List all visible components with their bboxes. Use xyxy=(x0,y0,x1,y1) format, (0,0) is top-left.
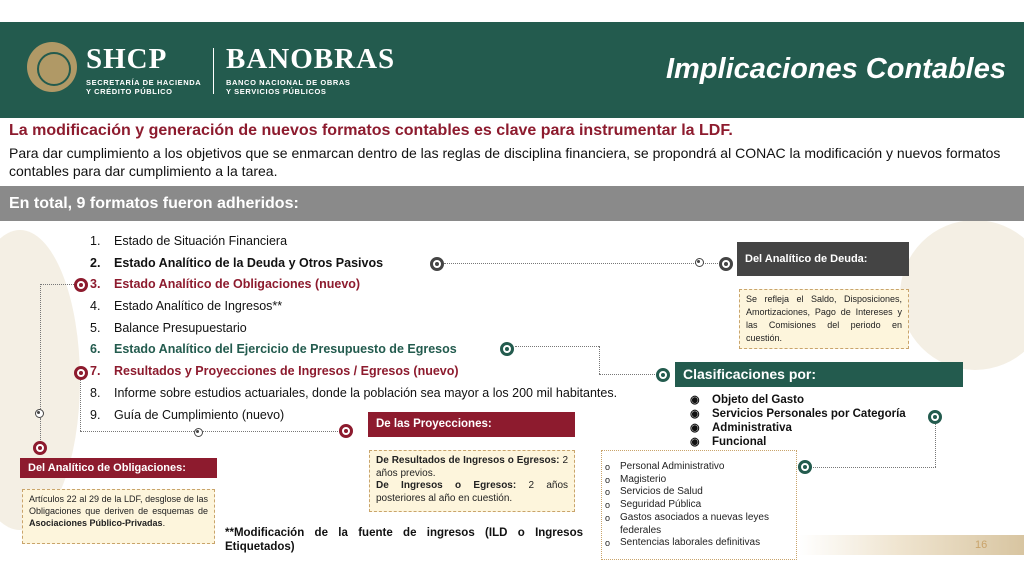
clasificacion-item: ◉ Objeto del Gasto xyxy=(690,393,906,407)
connector-line xyxy=(80,371,81,431)
clasificaciones-list xyxy=(690,393,906,449)
connector-node xyxy=(74,278,88,292)
page-number: 16 xyxy=(975,539,988,551)
bottom-decoration xyxy=(799,535,1024,555)
background-ornament xyxy=(900,220,1024,370)
proyecciones-callout-title: De las Proyecciones: xyxy=(368,412,575,437)
connector-node xyxy=(194,428,203,437)
connector-node xyxy=(798,460,812,474)
obligaciones-callout-note xyxy=(22,489,215,544)
connector-line xyxy=(80,431,198,432)
connector-line xyxy=(40,284,41,409)
obligaciones-note-end: . xyxy=(162,518,166,528)
format-item: 8. Informe sobre estudios actuariales, donde la población sea mayor a los 200 mil habitantes. xyxy=(90,385,618,400)
format-item: 5. Balance Presupuestario xyxy=(90,320,247,335)
headline: La modificación y generación de nuevos formatos contables es clave para instrumentar la LDF. xyxy=(9,122,733,139)
clasificacion-item: ◉ Administrativa xyxy=(690,421,906,435)
connector-node xyxy=(74,366,88,380)
obligaciones-note-articles: Artículos 22 al 29 de la LDF, xyxy=(29,494,143,504)
banobras-logo: BANOBRAS xyxy=(226,43,396,75)
personal-item: o Personal Administrativo xyxy=(605,461,795,474)
banobras-subtitle-2: Y SERVICIOS PÚBLICOS xyxy=(226,87,327,96)
format-item: 2. Estado Analítico de la Deuda y Otros Pasivos xyxy=(90,255,384,270)
connector-node xyxy=(339,424,353,438)
format-item: 1. Estado de Situación Financiera xyxy=(90,234,288,248)
connector-node xyxy=(656,368,670,382)
personal-categories-list xyxy=(605,461,795,550)
connector-node xyxy=(35,409,44,418)
format-item: 3. Estado Analítico de Obligaciones (nuevo) xyxy=(90,277,361,292)
proyecciones-callout-note xyxy=(369,450,575,512)
formats-list xyxy=(90,231,617,426)
mexico-seal-icon xyxy=(27,42,77,92)
format-item: 9. Guía de Cumplimiento (nuevo) xyxy=(90,407,285,422)
section-banner-text: En total, 9 formatos fueron adheridos: xyxy=(9,195,299,212)
format-item: 6. Estado Analítico del Ejercicio de Presupuesto de Egresos xyxy=(90,342,457,357)
connector-node xyxy=(500,342,514,356)
connector-line xyxy=(599,374,663,375)
format-item: 4. Estado Analítico de Ingresos** xyxy=(90,299,283,314)
personal-item: o Gastos asociados a nuevas leyes federales xyxy=(605,512,795,537)
personal-item: o Sentencias laborales definitivas xyxy=(605,537,795,550)
proyecciones-line2-label: De Ingresos o Egresos: xyxy=(376,480,517,491)
shcp-subtitle-1: SECRETARÍA DE HACIENDA xyxy=(86,78,202,87)
connector-node xyxy=(719,257,733,271)
footnote: **Modificación de la fuente de ingresos (ILD o Ingresos Etiquetados) xyxy=(225,527,583,553)
personal-item: o Magisterio xyxy=(605,474,795,487)
banobras-subtitle-1: BANCO NACIONAL DE OBRAS xyxy=(226,78,351,87)
obligaciones-note-text: desglose de las Obligaciones que deriven de esquemas de xyxy=(29,494,209,516)
shcp-logo: SHCP xyxy=(86,43,168,75)
clasificacion-item: ◉ Servicios Personales por Categoría xyxy=(690,407,906,421)
deuda-callout-note: Se refleja el Saldo, Disposiciones, Amortizaciones, Pago de Intereses y las Comisiones del periodo en cuestión. xyxy=(739,289,909,349)
connector-node xyxy=(928,410,942,424)
connector-node xyxy=(430,257,444,271)
connector-line xyxy=(935,418,936,467)
connector-line xyxy=(806,467,936,468)
connector-line xyxy=(198,431,346,432)
clasificaciones-title: Clasificaciones por: xyxy=(675,362,963,387)
deuda-callout-title: Del Analítico de Deuda: xyxy=(737,242,909,276)
clasificacion-item: ◉ Funcional xyxy=(690,435,906,449)
connector-line xyxy=(515,346,599,347)
personal-item: o Seguridad Pública xyxy=(605,499,795,512)
proyecciones-line1-label: De Resultados de Ingresos o Egresos: xyxy=(376,455,560,466)
obligaciones-callout-title: Del Analítico de Obligaciones: xyxy=(20,458,217,478)
slide-title: Implicaciones Contables xyxy=(665,53,1006,85)
personal-item: o Servicios de Salud xyxy=(605,486,795,499)
proyecciones-line2-text: 2 años posteriores al año en cuestión. xyxy=(376,480,568,504)
obligaciones-note-app: Asociaciones Público-Privadas xyxy=(29,518,163,528)
intro-text: Para dar cumplimiento a los objetivos que se enmarcan dentro de las reglas de disciplina financiera, se propondrá al CONAC la modificación y nuevos formatos contables para dar cumplimiento a la tarea. xyxy=(9,145,1001,179)
format-item: 7. Resultados y Proyecciones de Ingresos / Egresos (nuevo) xyxy=(90,364,459,379)
connector-node xyxy=(33,441,47,455)
proyecciones-line1-text: 2 años previos. xyxy=(376,455,569,479)
connector-line xyxy=(599,346,600,374)
connector-line xyxy=(444,263,726,264)
shcp-subtitle-2: Y CRÉDITO PÚBLICO xyxy=(86,87,173,96)
logo-divider xyxy=(213,48,214,94)
connector-node xyxy=(695,258,704,267)
